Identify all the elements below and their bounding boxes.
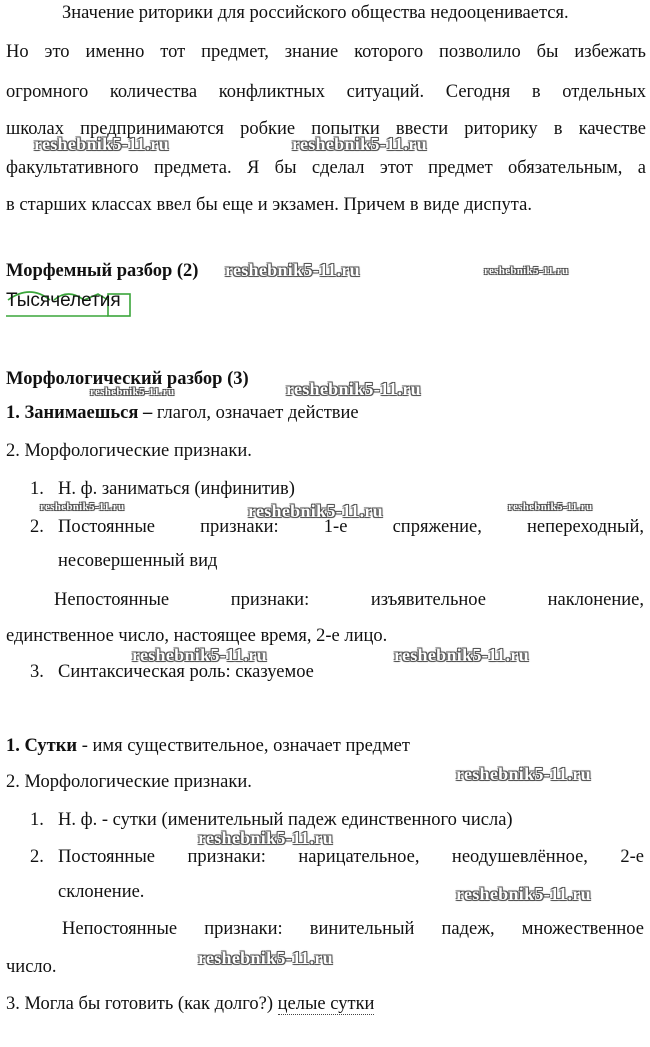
word2-desc: - имя существительное, означает предмет <box>77 736 410 756</box>
watermark: reshebnik5-11.ru <box>484 265 569 277</box>
intro-line-1: Значение риторики для российского общества недооценивается. <box>62 3 569 23</box>
morphology-heading: Морфологический разбор (3) <box>6 369 249 389</box>
watermark: reshebnik5-11.ru <box>508 501 593 513</box>
word1-desc: глагол, означает действие <box>152 403 359 423</box>
watermark: reshebnik5-11.ru <box>198 948 333 968</box>
watermark: reshebnik5-11.ru <box>286 379 421 399</box>
word2-features-label: 2. Морфологические признаки. <box>6 772 252 792</box>
word2-nonconst: Непостоянные признаки: винительный падеж, множественное <box>62 919 644 939</box>
watermark: reshebnik5-11.ru <box>90 386 175 398</box>
watermark: reshebnik5-11.ru <box>456 764 591 784</box>
watermark: reshebnik5-11.ru <box>456 884 591 904</box>
watermark: reshebnik5-11.ru <box>394 645 529 665</box>
intro-line-2: Но это именно тот предмет, знание которого позволило бы избежать <box>6 42 646 62</box>
intro-line-6: в старших классах ввел бы еще и экзамен. Причем в виде диспута. <box>6 195 532 215</box>
watermark: reshebnik5-11.ru <box>198 828 333 848</box>
word1-title: 1. Занимаешься – <box>6 403 153 423</box>
watermark: reshebnik5-11.ru <box>248 501 383 521</box>
word2-syntax-underlined: целые сутки <box>277 994 375 1014</box>
intro-line-5: факультативного предмета. Я бы сделал этот предмет обязательным, а <box>6 158 646 178</box>
morpheme-heading: Морфемный разбор (2) <box>6 261 199 281</box>
morpheme-word: Тысячелетия <box>6 290 121 311</box>
word1-features-label: 2. Морфологические признаки. <box>6 441 252 461</box>
word1-item1: 1. Н. ф. заниматься (инфинитив) <box>30 479 295 499</box>
word2-item2: 2. Постоянные признаки: нарицательное, неодушевлённое, 2-е <box>30 847 644 867</box>
word1-item3: 3. Синтаксическая роль: сказуемое <box>30 662 314 682</box>
word1-item2: 2. Постоянные признаки: 1-е спряжение, непереходный, <box>30 517 644 537</box>
watermark: reshebnik5-11.ru <box>40 501 125 513</box>
word2-nonconst-cont: число. <box>6 957 57 977</box>
word2-item2-cont: склонение. <box>58 882 145 902</box>
word2-title-line <box>6 735 410 757</box>
word1-nonconst: Непостоянные признаки: изъявительное наклонение, <box>54 590 644 610</box>
word1-nonconst-cont: единственное число, настоящее время, 2-е лицо. <box>6 626 388 646</box>
word2-item1: 1. Н. ф. - сутки (именительный падеж единственного числа) <box>30 810 513 830</box>
watermark: reshebnik5-11.ru <box>292 134 427 154</box>
word2-syntax: 3. Могла бы готовить (как долго?) целые сутки <box>6 994 375 1014</box>
watermark: reshebnik5-11.ru <box>34 134 169 154</box>
intro-line-3: огромного количества конфликтных ситуаций. Сегодня в отдельных <box>6 82 646 102</box>
intro-line-4: школах предпринимаются робкие попытки ввести риторику в качестве <box>6 119 646 139</box>
watermark: reshebnik5-11.ru <box>225 260 360 280</box>
word2-title: 1. Сутки <box>6 736 78 756</box>
word1-item2-cont: несовершенный вид <box>58 551 218 571</box>
watermark: reshebnik5-11.ru <box>132 645 267 665</box>
word1-title-line <box>6 402 359 424</box>
